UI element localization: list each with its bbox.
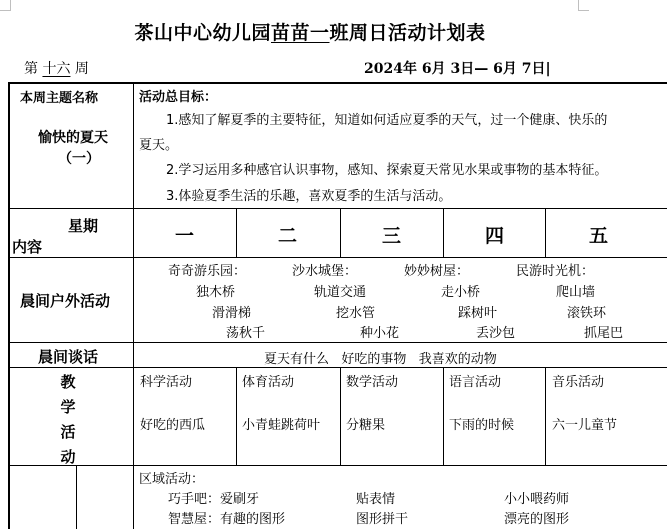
outdoor-item: 丢沙包 [476,326,516,341]
date-start-day: 3 [450,61,461,77]
area-activities-heading: 区域活动： [139,472,205,487]
day-tuesday: 二 [278,225,298,247]
date-end-day: 7 [521,61,532,77]
col-divider-teach-3 [340,367,341,465]
row-divider-theme [8,208,667,209]
teaching-type-science: 科学活动 [140,375,193,390]
date-start-month-char: 月 [431,61,446,77]
outdoor-item: 种小花 [360,326,400,341]
table-border-left [8,82,10,529]
col-divider-day-3 [340,208,341,257]
outdoor-area-3: 妙妙树屋： [404,264,470,279]
outdoor-item: 轨道交通 [314,285,367,300]
date-start-day-char: 日— [460,61,489,77]
outdoor-item: 滑滑梯 [212,306,252,321]
area-item: 贴表情 [356,492,396,507]
teaching-name-pe: 小青蛙跳荷叶 [242,418,321,433]
teaching-label [58,370,78,470]
outdoor-item: 踩树叶 [458,306,498,321]
talk-topics: 夏天有什么 好吃的事物 我喜欢的动物 [264,352,497,367]
teaching-label-char: 动 [60,448,76,466]
teaching-type-music: 音乐活动 [552,375,605,390]
theme-name: 愉快的夏天 [38,130,108,146]
col-divider-day-2 [236,208,237,257]
page-corner-mark-right [578,0,589,11]
row-divider-header [8,257,667,258]
col-divider-teach-4 [443,367,444,465]
goal-item-2: 2.学习运用多种感官认识事物，感知、探索夏天常见水果或事物的基本特征。 [166,163,608,178]
outdoor-area-4: 民游时光机： [516,264,595,279]
area-item: 图形拼干 [356,512,409,527]
teaching-name-music: 六一儿童节 [552,418,618,433]
title-school: 茶山中心幼儿园 [134,22,271,44]
teaching-label-char: 学 [60,398,76,416]
week-value: 十六 [42,61,71,77]
row-divider-talk [8,367,667,368]
row-divider-teaching [8,465,667,466]
col-divider-label-lower [133,367,134,465]
teaching-name-language: 下雨的时候 [449,418,515,433]
goal-item-1-cont: 夏天。 [139,138,179,153]
col-divider-teach-2 [236,367,237,465]
week-prefix: 第 [24,61,38,77]
theme-label: 本周主题名称 [20,91,99,106]
teaching-name-science: 好吃的西瓜 [140,418,206,433]
col-divider-area-label [76,465,77,529]
date-start-month: 6 [421,61,432,77]
teaching-type-language: 语言活动 [449,375,502,390]
date-range [364,58,551,78]
outdoor-item: 走小桥 [441,285,481,300]
outdoor-item: 荡秋千 [226,326,266,341]
col-divider-label [133,82,134,367]
header-content-label: 内容 [12,238,43,256]
date-end-day-char: 日| [531,61,551,77]
outdoor-item: 抓尾巴 [584,326,624,341]
week-number [24,58,89,78]
table-border-top [8,82,667,84]
col-divider-area [133,465,134,529]
area-item: 智慧屋：有趣的图形 [168,512,286,527]
teaching-type-math: 数学活动 [346,375,399,390]
talk-label: 晨间谈话 [38,348,99,366]
week-suffix: 周 [74,61,89,77]
page-title [0,18,620,45]
teaching-name-math: 分糖果 [346,418,386,433]
day-friday: 五 [589,225,609,247]
date-year-char: 年 [402,61,417,77]
date-end-month-char: 月 [502,61,517,77]
teaching-label-char: 活 [60,423,76,441]
header-weekday-label: 星期 [68,217,99,235]
goals-heading: 活动总目标： [139,90,218,105]
outdoor-area-2: 沙水城堡： [292,264,358,279]
goal-item-1: 1.感知了解夏季的主要特征，知道如何适应夏季的天气，过一个健康、快乐的 [166,113,608,128]
area-item: 巧手吧：爱刷牙 [168,492,260,507]
page-corner-mark-left [0,0,11,11]
goal-item-3: 3.体验夏季生活的乐趣，喜欢夏季的生活与活动。 [166,189,452,204]
theme-name-part: （一） [58,151,100,167]
area-item: 漂亮的图形 [504,512,570,527]
outdoor-item: 挖水管 [336,306,376,321]
outdoor-item: 独木桥 [196,285,236,300]
col-divider-day-4 [443,208,444,257]
outdoor-item: 滚铁环 [567,306,607,321]
col-divider-teach-5 [545,367,546,465]
title-class-name: 苗苗一 [270,22,330,44]
day-thursday: 四 [485,225,505,247]
teaching-label-char: 教 [60,373,76,391]
title-suffix: 班周日活动计划表 [329,22,486,44]
outdoor-label: 晨间户外活动 [20,292,111,310]
day-monday: 一 [175,225,195,247]
row-divider-outdoor [8,342,667,343]
date-year: 2024 [364,61,403,77]
area-item: 小小喂药师 [504,492,570,507]
outdoor-item: 爬山墙 [556,285,596,300]
day-wednesday: 三 [382,225,402,247]
col-divider-day-5 [545,208,546,257]
outdoor-area-1: 奇奇游乐园： [168,264,247,279]
date-end-month: 6 [493,61,503,77]
teaching-type-pe: 体育活动 [242,375,295,390]
